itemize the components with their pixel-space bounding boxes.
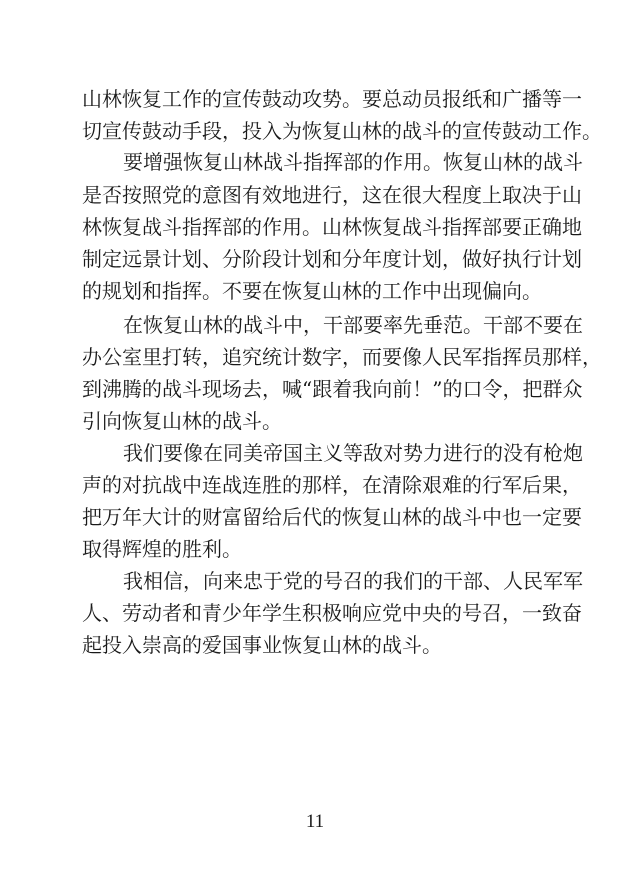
paragraph-4-line-2: 声的对抗战中连战连胜的那样，在清除艰难的行军后果， [82, 473, 582, 497]
paragraph-4-line-3: 把万年大计的财富留给后代的恢复山林的战斗中也一定要 [82, 505, 582, 529]
paragraph-2-line-5: 的规划和指挥。不要在恢复山林的工作中出现偏向。 [82, 279, 542, 303]
paragraph-1-line-1: 山林恢复工作的宣传鼓动攻势。要总动员报纸和广播等一 [82, 87, 582, 111]
paragraph-4-line-1: 我们要像在同美帝国主义等敌对势力进行的没有枪炮 [123, 441, 583, 465]
paragraph-1-line-2: 切宣传鼓动手段，投入为恢复山林的战斗的宣传鼓动工作。 [82, 119, 602, 143]
paragraph-4-line-4: 取得辉煌的胜利。 [82, 537, 242, 561]
paragraph-3-line-3: 到沸腾的战斗现场去，喊“跟着我向前！”的口令，把群众 [82, 377, 583, 401]
paragraph-2-line-2: 是否按照党的意图有效地进行，这在很大程度上取决于山 [82, 183, 582, 207]
paragraph-2-line-3: 林恢复战斗指挥部的作用。山林恢复战斗指挥部要正确地 [82, 215, 582, 239]
paragraph-5-line-3: 起投入崇高的爱国事业恢复山林的战斗。 [82, 633, 442, 657]
paragraph-3-line-1: 在恢复山林的战斗中，干部要率先垂范。干部不要在 [123, 313, 583, 337]
paragraph-3-line-2: 办公室里打转，追究统计数字，而要像人民军指挥员那样， [82, 345, 602, 369]
paragraph-5-line-1: 我相信，向来忠于党的号召的我们的干部、人民军军 [123, 569, 583, 593]
page-number: 11 [305, 811, 325, 832]
paragraph-5-line-2: 人、劳动者和青少年学生积极响应党中央的号召，一致奋 [82, 601, 582, 625]
paragraph-2-line-1: 要增强恢复山林战斗指挥部的作用。恢复山林的战斗 [123, 150, 583, 174]
paragraph-2-line-4: 制定远景计划、分阶段计划和分年度计划，做好执行计划 [82, 247, 582, 271]
paragraph-3-line-4: 引向恢复山林的战斗。 [82, 409, 282, 433]
